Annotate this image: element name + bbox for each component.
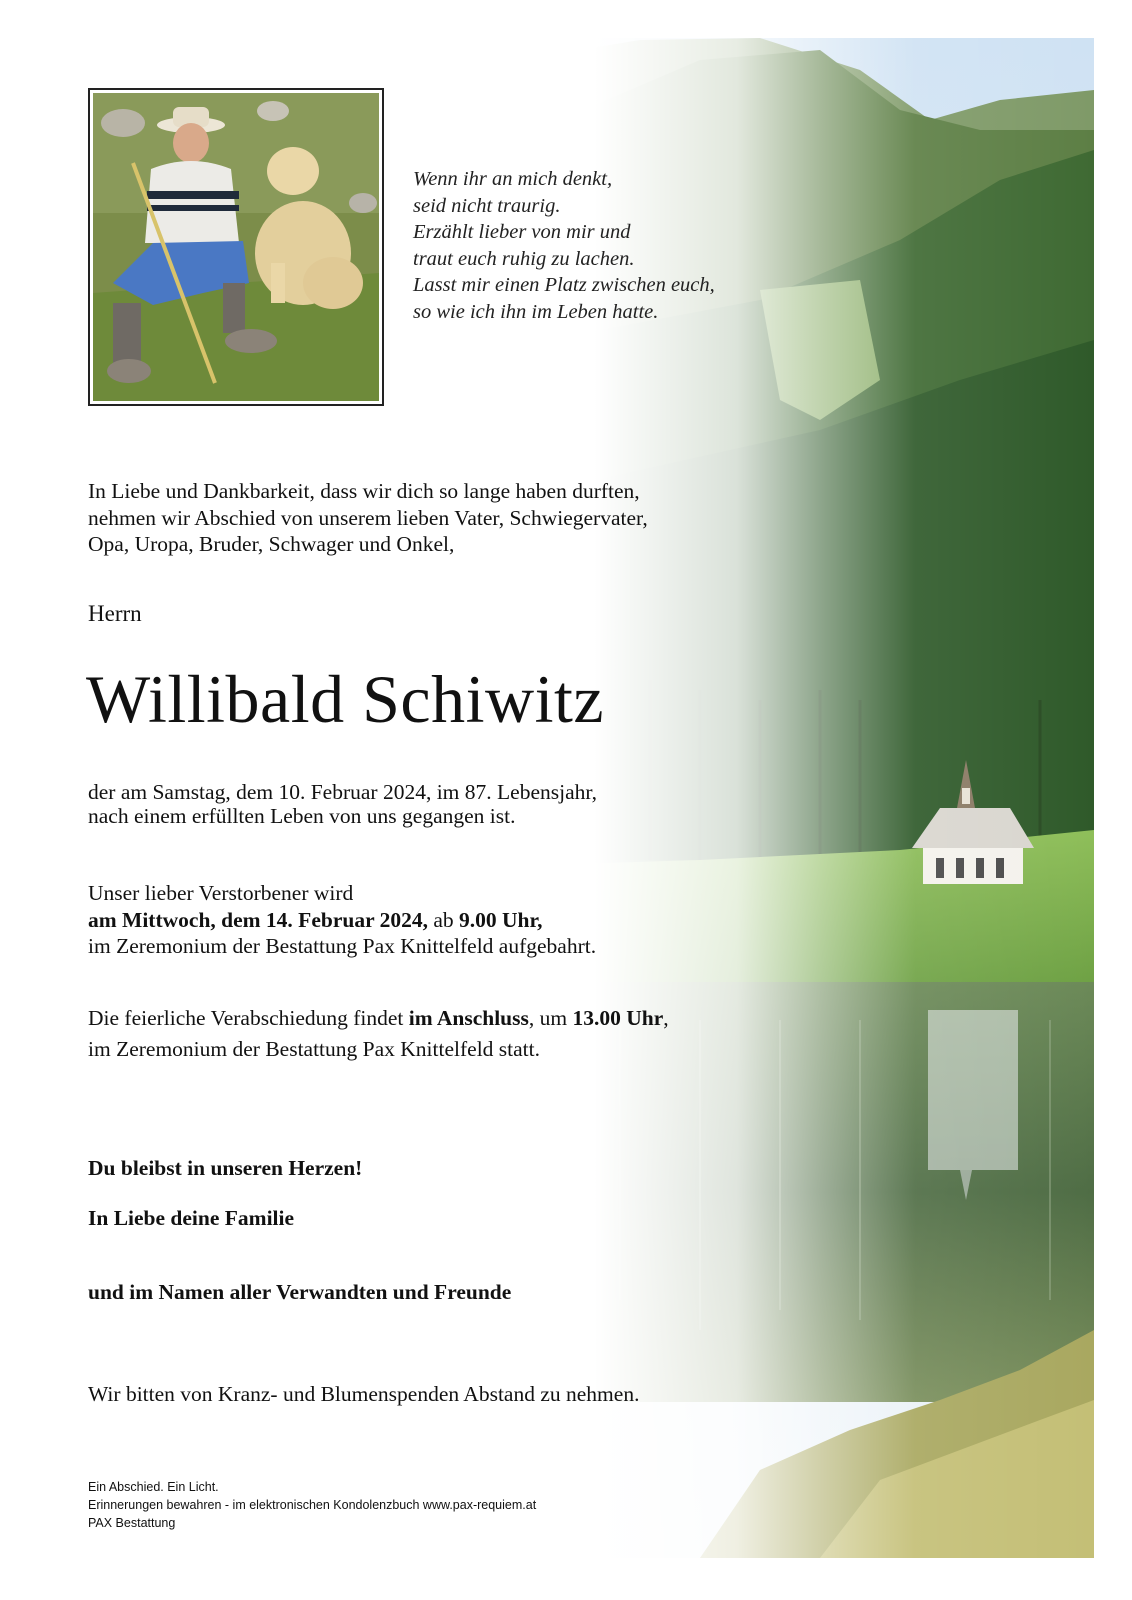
- intro-line: Opa, Uropa, Bruder, Schwager und Onkel,: [88, 532, 455, 556]
- poem-line: Lasst mir einen Platz zwischen euch,: [413, 274, 715, 296]
- salutation: Herrn: [88, 601, 142, 626]
- donation-request: Wir bitten von Kranz- und Blumenspenden Abstand zu nehmen.: [88, 1382, 640, 1406]
- farewell-prefix: Die feierliche Verabschiedung findet: [88, 1006, 409, 1030]
- footer-line-2: Erinnerungen bewahren - im elektronischen Kondolenzbuch www.pax-requiem.at: [88, 1498, 537, 1512]
- farewell-line-1: [88, 1003, 748, 1034]
- death-notice: [88, 780, 728, 828]
- death-notice-line: der am Samstag, dem 10. Februar 2024, im 87. Lebensjahr,: [88, 780, 598, 804]
- intro-line: In Liebe und Dankbarkeit, dass wir dich so lange haben durften,: [88, 479, 640, 503]
- intro-line: nehmen wir Abschied von unserem lieben Vater, Schwiegervater,: [88, 505, 648, 530]
- viewing-date: am Mittwoch, dem 14. Februar 2024,: [88, 907, 428, 932]
- viewing-info: [88, 880, 728, 960]
- poem-line: traut euch ruhig zu lachen.: [413, 247, 635, 270]
- viewing-line-3: im Zeremonium der Bestattung Pax Knittelfeld aufgebahrt.: [88, 934, 597, 958]
- footer-line-3: PAX Bestattung: [88, 1516, 176, 1530]
- poem-line: Erzählt lieber von mir und: [413, 221, 631, 243]
- intro-paragraph: [88, 478, 728, 558]
- viewing-line-2: [88, 907, 728, 934]
- deceased-name: Willibald Schiwitz: [86, 661, 605, 737]
- poem-line: Wenn ihr an mich denkt,: [413, 168, 613, 190]
- farewell-line-2: im Zeremonium der Bestattung Pax Knittelfeld statt.: [88, 1037, 541, 1061]
- closing-line-2: In Liebe deine Familie: [88, 1206, 295, 1230]
- poem-line: so wie ich ihn im Leben hatte.: [413, 300, 659, 323]
- portrait-image: [93, 93, 379, 401]
- poem: [413, 166, 813, 325]
- farewell-info: [88, 1003, 748, 1065]
- viewing-time: 9.00 Uhr,: [459, 907, 543, 932]
- portrait-photo: [88, 88, 384, 406]
- poem-line: seid nicht traurig.: [413, 194, 561, 217]
- death-notice-line: nach einem erfüllten Leben von uns gegangen ist.: [88, 804, 516, 828]
- farewell-when: im Anschluss: [408, 1006, 529, 1030]
- closing-line-1: Du bleibst in unseren Herzen!: [88, 1156, 363, 1180]
- farewell-time: 13.00 Uhr: [572, 1006, 664, 1030]
- closing-line-3: und im Namen aller Verwandten und Freunde: [88, 1280, 512, 1304]
- footer: [88, 1478, 536, 1532]
- farewell-mid: , um: [528, 1006, 573, 1030]
- viewing-time-prefix: ab: [427, 907, 460, 932]
- farewell-suffix: ,: [663, 1006, 669, 1030]
- viewing-line-1: Unser lieber Verstorbener wird: [88, 881, 354, 905]
- footer-line-1: Ein Abschied. Ein Licht.: [88, 1480, 219, 1494]
